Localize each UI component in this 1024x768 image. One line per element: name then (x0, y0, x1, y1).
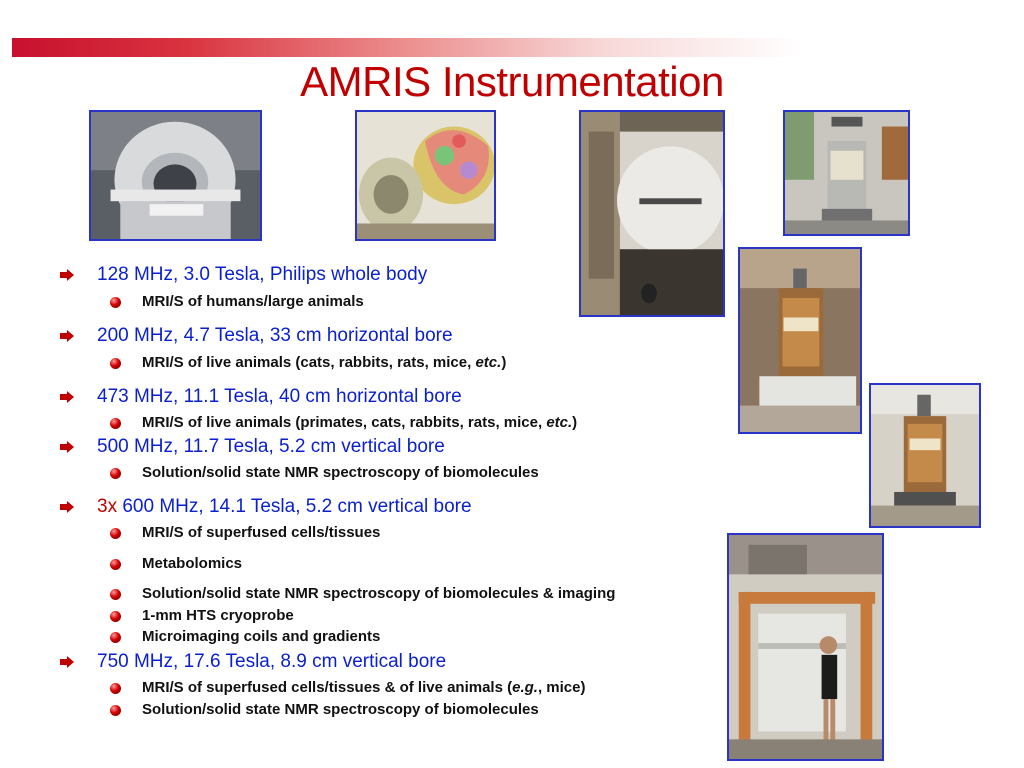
round-bullet-icon (110, 632, 121, 643)
detail-text: MRI/S of humans/large animals (142, 293, 364, 310)
detail-text: Solution/solid state NMR spectroscopy of biomolecules (142, 701, 539, 718)
photo-600mhz-spectrometer (738, 247, 862, 434)
photo-horizontal-magnet-with-brain-mural (355, 110, 496, 241)
heading-text: 3x 600 MHz, 14.1 Tesla, 5.2 cm vertical bore (97, 496, 472, 517)
quantity-prefix: 3x (97, 496, 118, 517)
round-bullet-icon (110, 297, 121, 308)
detail-text: Microimaging coils and gradients (142, 628, 381, 645)
arrow-bullet-icon (60, 656, 74, 668)
heading-text: 128 MHz, 3.0 Tesla, Philips whole body (97, 264, 428, 285)
round-bullet-icon (110, 589, 121, 600)
slide-title: AMRIS Instrumentation (300, 58, 724, 105)
arrow-bullet-icon (60, 269, 74, 281)
detail-text: Solution/solid state NMR spectroscopy of biomolecules & imaging (142, 585, 616, 602)
photo-philips-mri-scanner (89, 110, 262, 241)
heading-text: 473 MHz, 11.1 Tesla, 40 cm horizontal bore (97, 386, 462, 407)
detail-text: 1-mm HTS cryoprobe (142, 607, 294, 624)
photo-750mhz-magnet-with-person (727, 533, 884, 761)
photo-600mhz-spectrometer-2 (869, 383, 981, 528)
heading-text: 200 MHz, 4.7 Tesla, 33 cm horizontal bore (97, 325, 453, 346)
detail-text: MRI/S of live animals (primates, cats, rabbits, rats, mice, etc.) (142, 414, 578, 431)
arrow-bullet-icon (60, 330, 74, 342)
arrow-bullet-icon (60, 391, 74, 403)
heading-text: 500 MHz, 11.7 Tesla, 5.2 cm vertical bore (97, 436, 445, 457)
round-bullet-icon (110, 358, 121, 369)
detail-text: Metabolomics (142, 555, 243, 572)
detail-text: MRI/S of live animals (cats, rabbits, rats, mice, etc.) (142, 354, 507, 371)
round-bullet-icon (110, 705, 121, 716)
detail-text: MRI/S of superfused cells/tissues & of live animals (e.g., mice) (142, 679, 586, 696)
round-bullet-icon (110, 468, 121, 479)
photo-magnet-room-door (579, 110, 725, 317)
round-bullet-icon (110, 559, 121, 570)
arrow-bullet-icon (60, 441, 74, 453)
round-bullet-icon (110, 611, 121, 622)
detail-text: MRI/S of superfused cells/tissues (142, 524, 381, 541)
round-bullet-icon (110, 418, 121, 429)
detail-text: Solution/solid state NMR spectroscopy of biomolecules (142, 464, 539, 481)
round-bullet-icon (110, 528, 121, 539)
title-accent-bar (12, 38, 802, 57)
heading-text: 750 MHz, 17.6 Tesla, 8.9 cm vertical bore (97, 651, 447, 672)
round-bullet-icon (110, 683, 121, 694)
photo-500mhz-spectrometer (783, 110, 910, 236)
arrow-bullet-icon (60, 501, 74, 513)
